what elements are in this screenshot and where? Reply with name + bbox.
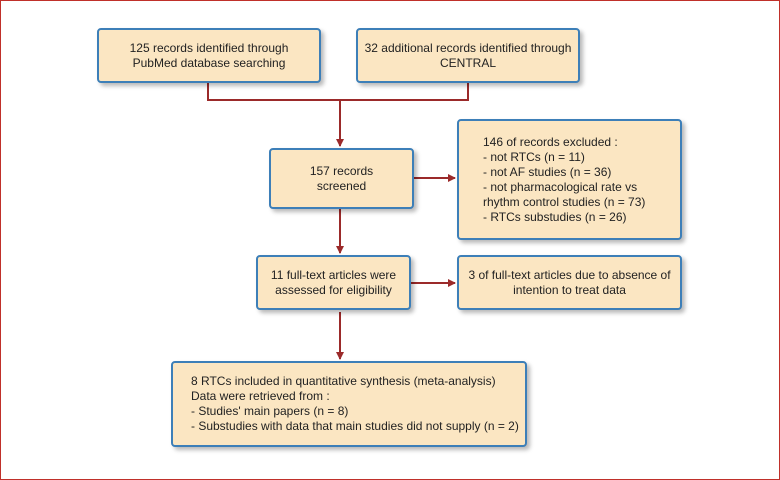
box-line: - Substudies with data that main studies did not supply (n = 2) bbox=[191, 419, 519, 433]
box-line: 125 records identified through bbox=[129, 40, 289, 55]
box-line: PubMed database searching bbox=[132, 55, 286, 70]
box-line: 157 records bbox=[309, 163, 374, 178]
box-line: - RTCs substudies (n = 26) bbox=[483, 209, 627, 224]
box-line: screened bbox=[316, 178, 367, 193]
box-line: Data were retrieved from : bbox=[191, 389, 330, 403]
included-studies-box bbox=[171, 361, 527, 447]
box-line: - not AF studies (n = 36) bbox=[483, 164, 612, 179]
fulltext-assessed-box bbox=[256, 255, 411, 310]
pubmed-records-box bbox=[97, 28, 321, 83]
box-line: intention to treat data bbox=[513, 282, 626, 297]
box-line: 3 of full-text articles due to absence of bbox=[468, 267, 671, 282]
box-line: 8 RTCs included in quantitative synthesis (meta-analysis) bbox=[191, 374, 496, 388]
box-line: - not RTCs (n = 11) bbox=[483, 149, 585, 164]
box-line: 32 additional records identified through bbox=[364, 40, 572, 55]
central-records-box bbox=[356, 28, 580, 83]
box-line: - not pharmacological rate vs rhythm control studies (n = 73) bbox=[483, 179, 646, 209]
fulltext-excluded-box bbox=[457, 255, 682, 310]
box-line: assessed for eligibility bbox=[275, 282, 392, 297]
excluded-records-box bbox=[457, 119, 682, 240]
box-line: - Studies' main papers (n = 8) bbox=[191, 404, 349, 418]
box-line: 11 full-text articles were bbox=[270, 267, 397, 282]
screened-records-box bbox=[269, 148, 414, 209]
merge-connector bbox=[208, 83, 468, 100]
box-line: CENTRAL bbox=[439, 55, 496, 70]
box-line: 146 of records excluded : bbox=[483, 134, 618, 149]
